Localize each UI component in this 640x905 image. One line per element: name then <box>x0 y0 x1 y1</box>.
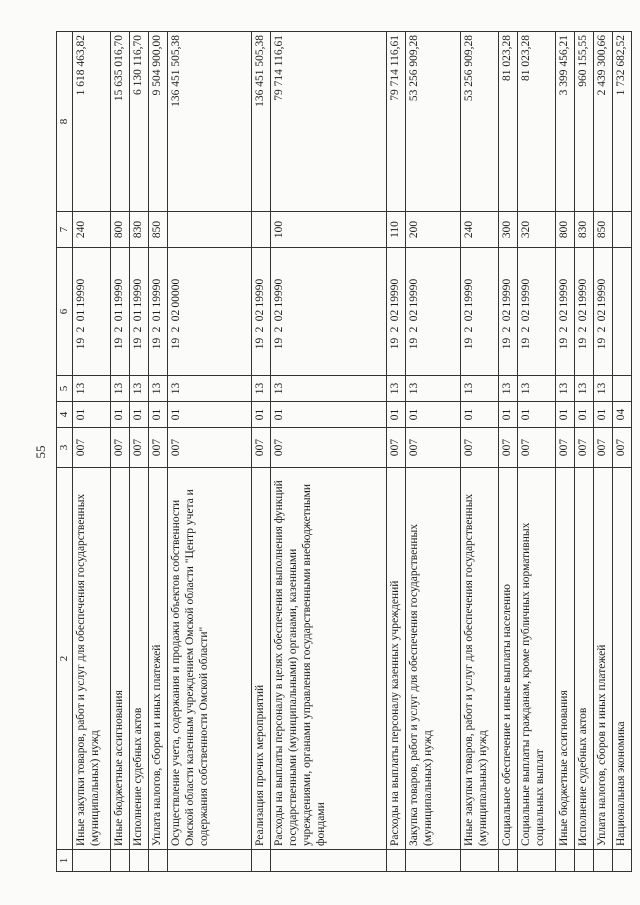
target-article-part: 02 <box>408 309 421 322</box>
row-expense-type: 320 <box>518 212 556 248</box>
row-subsection: 13 <box>406 376 461 402</box>
target-article-part: 01 <box>151 309 164 322</box>
row-target-article <box>252 248 271 376</box>
row-target-article <box>130 248 149 376</box>
row-subsection: 13 <box>556 376 575 402</box>
row-number-cell <box>73 850 111 872</box>
target-article-part: 02 <box>558 309 571 322</box>
header-cell: 5 <box>57 376 73 402</box>
row-section: 04 <box>613 402 632 428</box>
row-name: Иные закупки товаров, работ и услуг для обеспечения государственных (муниципальных) нужд <box>73 468 111 850</box>
row-number-cell <box>613 850 632 872</box>
row-number-cell <box>387 850 406 872</box>
target-article-part: 19990 <box>577 278 590 308</box>
target-article-part: 02 <box>463 309 476 322</box>
row-admin-code: 007 <box>130 428 149 468</box>
target-article-part: 19990 <box>132 278 145 308</box>
row-expense-type: 830 <box>130 212 149 248</box>
row-expense-type <box>613 212 632 248</box>
row-amount: 81 023,28 <box>499 32 518 212</box>
row-section: 01 <box>406 402 461 428</box>
row-expense-type: 240 <box>461 212 499 248</box>
row-number-cell <box>111 850 130 872</box>
row-subsection: 13 <box>387 376 406 402</box>
row-section: 01 <box>73 402 111 428</box>
table-row <box>556 32 575 872</box>
row-amount: 3 399 456,21 <box>556 32 575 212</box>
row-amount: 15 635 016,70 <box>111 32 130 212</box>
table-row <box>613 32 632 872</box>
row-amount: 136 451 505,38 <box>252 32 271 212</box>
row-admin-code: 007 <box>556 428 575 468</box>
header-cell: 8 <box>57 32 73 212</box>
target-article-part: 19990 <box>596 278 609 308</box>
row-subsection: 13 <box>461 376 499 402</box>
row-target-article <box>111 248 130 376</box>
target-article-part: 19 <box>132 337 145 350</box>
row-admin-code: 007 <box>252 428 271 468</box>
target-article-part: 19 <box>501 337 514 350</box>
row-expense-type: 300 <box>499 212 518 248</box>
target-article-part: 2 <box>273 326 286 333</box>
row-target-article <box>168 248 252 376</box>
row-subsection: 13 <box>149 376 168 402</box>
target-article-part: 02 <box>170 309 183 322</box>
header-row <box>57 32 73 872</box>
row-subsection: 13 <box>111 376 130 402</box>
row-subsection: 13 <box>575 376 594 402</box>
target-article-part: 01 <box>132 309 145 322</box>
row-name: Уплата налогов, сборов и иных платежей <box>594 468 613 850</box>
target-article-part: 2 <box>132 326 145 333</box>
row-section: 01 <box>168 402 252 428</box>
target-article-part: 2 <box>254 326 267 333</box>
target-article-part: 2 <box>577 326 590 333</box>
table-body <box>73 32 632 872</box>
row-number-cell <box>406 850 461 872</box>
row-expense-type: 800 <box>111 212 130 248</box>
header-cell: 3 <box>57 428 73 468</box>
target-article-part: 19 <box>273 337 286 350</box>
target-article-part: 02 <box>520 309 533 322</box>
row-name: Национальная экономика <box>613 468 632 850</box>
row-name: Осуществление учета, содержания и продажи объектов собственности Омской области казенным учреждением Омской области "Центр учета и содержания собственности Омской области" <box>168 468 252 850</box>
row-number-cell <box>168 850 252 872</box>
table-row <box>130 32 149 872</box>
table-row <box>149 32 168 872</box>
target-article-part: 2 <box>151 326 164 333</box>
target-article-part: 19990 <box>389 278 402 308</box>
row-expense-type: 830 <box>575 212 594 248</box>
row-amount: 1 618 463,82 <box>73 32 111 212</box>
row-name: Исполнение судебных актов <box>130 468 149 850</box>
table-row <box>271 32 387 872</box>
target-article-part: 19 <box>558 337 571 350</box>
row-section: 01 <box>575 402 594 428</box>
row-subsection: 13 <box>130 376 149 402</box>
table-row <box>111 32 130 872</box>
target-article-part: 01 <box>113 309 126 322</box>
row-target-article <box>499 248 518 376</box>
row-expense-type: 110 <box>387 212 406 248</box>
row-amount: 79 714 116,61 <box>387 32 406 212</box>
row-section: 01 <box>499 402 518 428</box>
row-expense-type: 200 <box>406 212 461 248</box>
table-row <box>168 32 252 872</box>
row-amount: 1 732 682,52 <box>613 32 632 212</box>
target-article-part: 19 <box>520 337 533 350</box>
row-section: 01 <box>252 402 271 428</box>
header-cell: 4 <box>57 402 73 428</box>
row-amount: 81 023,28 <box>518 32 556 212</box>
target-article-part: 19990 <box>463 278 476 308</box>
row-admin-code: 007 <box>594 428 613 468</box>
row-target-article <box>575 248 594 376</box>
target-article-part: 19 <box>75 337 88 350</box>
target-article-part: 2 <box>408 326 421 333</box>
row-target-article <box>613 248 632 376</box>
row-expense-type: 850 <box>594 212 613 248</box>
row-section: 01 <box>387 402 406 428</box>
row-subsection: 13 <box>518 376 556 402</box>
table-row <box>594 32 613 872</box>
target-article-part: 19990 <box>501 278 514 308</box>
target-article-part: 19 <box>389 337 402 350</box>
target-article-part: 19 <box>577 337 590 350</box>
row-name: Реализация прочих мероприятий <box>252 468 271 850</box>
row-admin-code: 007 <box>575 428 594 468</box>
row-name: Закупка товаров, работ и услуг для обеспечения государственных (муниципальных) нужд <box>406 468 461 850</box>
row-expense-type: 240 <box>73 212 111 248</box>
row-expense-type: 850 <box>149 212 168 248</box>
target-article-part: 02 <box>254 309 267 322</box>
table-row <box>73 32 111 872</box>
target-article-part: 19990 <box>75 278 88 308</box>
row-target-article <box>594 248 613 376</box>
target-article-part: 2 <box>113 326 126 333</box>
row-subsection: 13 <box>271 376 387 402</box>
target-article-part: 19990 <box>520 278 533 308</box>
row-name: Иные закупки товаров, работ и услуг для обеспечения государственных (муниципальных) нужд <box>461 468 499 850</box>
target-article-part: 19990 <box>408 278 421 308</box>
row-name: Социальное обеспечение и иные выплаты населению <box>499 468 518 850</box>
row-subsection: 13 <box>73 376 111 402</box>
row-admin-code: 007 <box>149 428 168 468</box>
target-article-part: 19990 <box>273 278 286 308</box>
table-row <box>518 32 556 872</box>
row-name: Расходы на выплаты персоналу казенных учреждений <box>387 468 406 850</box>
table-row <box>252 32 271 872</box>
row-name: Исполнение судебных актов <box>575 468 594 850</box>
row-expense-type: 100 <box>271 212 387 248</box>
row-section: 01 <box>461 402 499 428</box>
row-target-article <box>149 248 168 376</box>
table-row <box>499 32 518 872</box>
row-target-article <box>518 248 556 376</box>
row-section: 01 <box>556 402 575 428</box>
target-article-part: 19990 <box>558 278 571 308</box>
target-article-part: 00000 <box>170 278 183 308</box>
target-article-part: 2 <box>596 326 609 333</box>
target-article-part: 2 <box>558 326 571 333</box>
row-number-cell <box>499 850 518 872</box>
row-number-cell <box>271 850 387 872</box>
row-number-cell <box>518 850 556 872</box>
row-number-cell <box>575 850 594 872</box>
row-target-article <box>387 248 406 376</box>
row-target-article <box>461 248 499 376</box>
row-name: Расходы на выплаты персоналу в целях обеспечения выполнения функций государственными (муниципальными) органами, казенными учреждениями, органами управления государственными внебюджетными фондами <box>271 468 387 850</box>
row-amount: 6 130 116,70 <box>130 32 149 212</box>
row-number-cell <box>594 850 613 872</box>
row-section: 01 <box>518 402 556 428</box>
row-subsection <box>613 376 632 402</box>
row-number-cell <box>461 850 499 872</box>
row-target-article <box>556 248 575 376</box>
table-row <box>406 32 461 872</box>
target-article-part: 02 <box>577 309 590 322</box>
row-admin-code: 007 <box>518 428 556 468</box>
target-article-part: 01 <box>75 309 88 322</box>
row-section: 01 <box>594 402 613 428</box>
row-amount: 53 256 909,28 <box>461 32 499 212</box>
row-name: Уплата налогов, сборов и иных платежей <box>149 468 168 850</box>
row-section: 01 <box>111 402 130 428</box>
header-cell: 2 <box>57 468 73 850</box>
row-amount: 2 439 300,66 <box>594 32 613 212</box>
target-article-part: 2 <box>520 326 533 333</box>
row-expense-type <box>168 212 252 248</box>
target-article-part: 19990 <box>254 278 267 308</box>
target-article-part: 2 <box>501 326 514 333</box>
row-admin-code: 007 <box>73 428 111 468</box>
row-target-article <box>73 248 111 376</box>
target-article-part: 19990 <box>151 278 164 308</box>
target-article-part: 19990 <box>113 278 126 308</box>
rotated-page-content <box>30 32 630 872</box>
row-name: Иные бюджетные ассигнования <box>111 468 130 850</box>
row-admin-code: 007 <box>461 428 499 468</box>
row-admin-code: 007 <box>111 428 130 468</box>
target-article-part: 19 <box>408 337 421 350</box>
target-article-part: 02 <box>596 309 609 322</box>
header-cell: 7 <box>57 212 73 248</box>
target-article-part: 19 <box>170 337 183 350</box>
row-number-cell <box>252 850 271 872</box>
row-section: 01 <box>271 402 387 428</box>
row-name: Социальные выплаты гражданам, кроме публичных нормативных социальных выплат <box>518 468 556 850</box>
target-article-part: 2 <box>75 326 88 333</box>
target-article-part: 02 <box>273 309 286 322</box>
row-section: 01 <box>130 402 149 428</box>
row-subsection: 13 <box>168 376 252 402</box>
row-admin-code: 007 <box>406 428 461 468</box>
row-admin-code: 007 <box>499 428 518 468</box>
row-admin-code: 007 <box>613 428 632 468</box>
row-number-cell <box>149 850 168 872</box>
row-target-article <box>406 248 461 376</box>
row-admin-code: 007 <box>387 428 406 468</box>
row-admin-code: 007 <box>271 428 387 468</box>
table-row <box>575 32 594 872</box>
row-name: Иные бюджетные ассигнования <box>556 468 575 850</box>
row-amount: 9 504 900,00 <box>149 32 168 212</box>
target-article-part: 2 <box>463 326 476 333</box>
row-section: 01 <box>149 402 168 428</box>
target-article-part: 2 <box>389 326 402 333</box>
page-number: 55 <box>33 445 48 459</box>
target-article-part: 2 <box>170 326 183 333</box>
row-expense-type <box>252 212 271 248</box>
table-row <box>387 32 406 872</box>
row-subsection: 13 <box>252 376 271 402</box>
budget-table <box>56 31 632 872</box>
row-amount: 960 155,55 <box>575 32 594 212</box>
row-amount: 136 451 505,38 <box>168 32 252 212</box>
table-row <box>461 32 499 872</box>
target-article-part: 19 <box>596 337 609 350</box>
row-subsection: 13 <box>499 376 518 402</box>
row-number-cell <box>130 850 149 872</box>
row-admin-code: 007 <box>168 428 252 468</box>
header-cell: 6 <box>57 248 73 376</box>
row-amount: 53 256 909,28 <box>406 32 461 212</box>
row-expense-type: 800 <box>556 212 575 248</box>
target-article-part: 19 <box>113 337 126 350</box>
target-article-part: 19 <box>463 337 476 350</box>
target-article-part: 02 <box>501 309 514 322</box>
row-target-article <box>271 248 387 376</box>
row-amount: 79 714 116,61 <box>271 32 387 212</box>
target-article-part: 19 <box>151 337 164 350</box>
target-article-part: 02 <box>389 309 402 322</box>
row-number-cell <box>556 850 575 872</box>
row-subsection: 13 <box>594 376 613 402</box>
target-article-part: 19 <box>254 337 267 350</box>
header-cell: 1 <box>57 850 73 872</box>
